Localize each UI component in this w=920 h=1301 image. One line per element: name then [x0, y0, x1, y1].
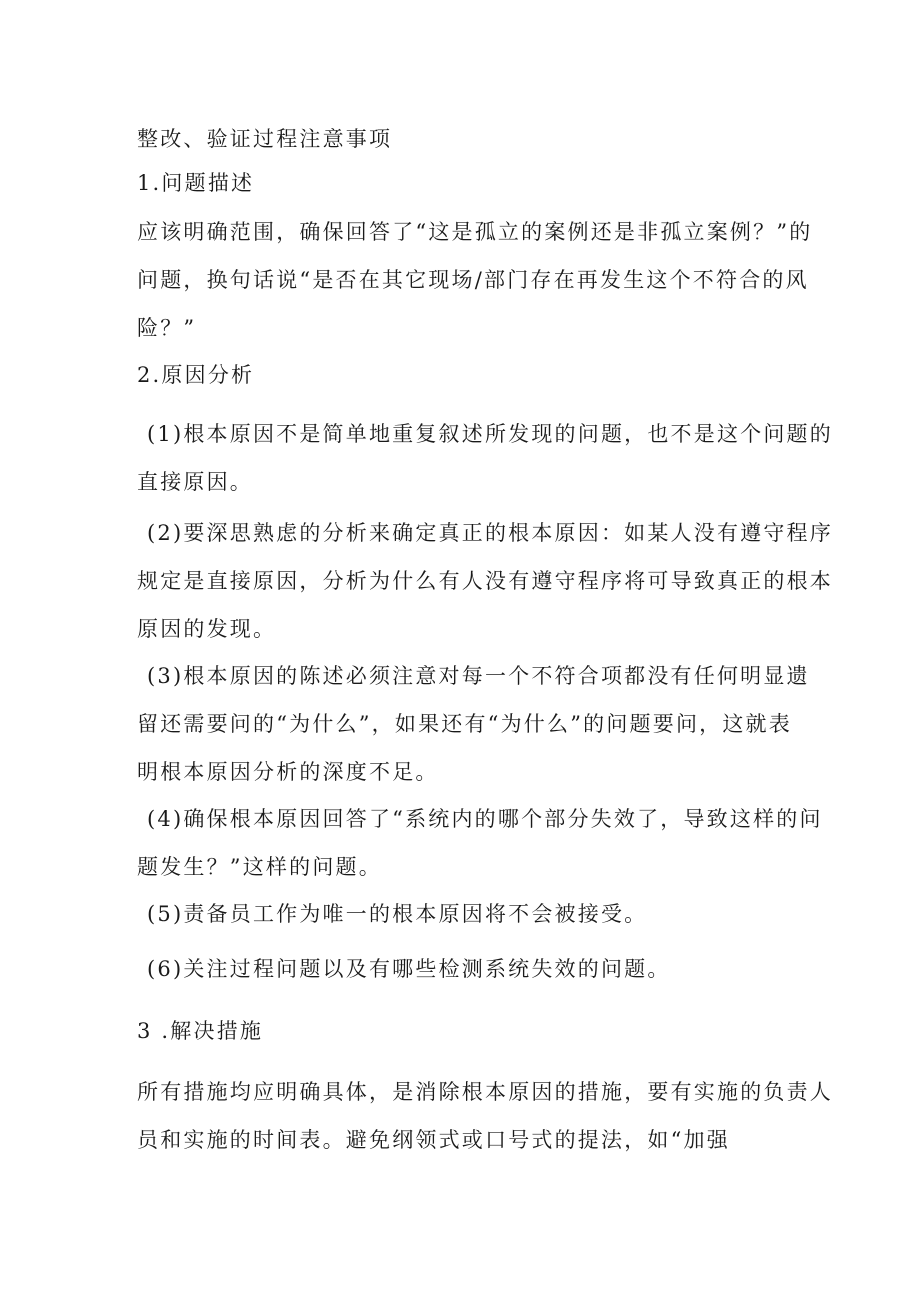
section-heading-text: 2.原因分析 [137, 363, 255, 387]
list-item-line: 题发生？”这样的问题。 [137, 855, 382, 879]
list-item-line: 明根本原因分析的深度不足。 [137, 760, 439, 784]
title-text: 整改、验证过程注意事项 [137, 127, 393, 151]
paragraph-line: 险？” [137, 316, 197, 340]
list-item-4 [137, 795, 823, 891]
list-item-2 [137, 509, 833, 653]
list-item-5 [147, 890, 807, 938]
list-item-line: 规定是直接原因，分析为什么有人没有遵守程序将可导致真正的根本 [137, 569, 833, 593]
section-3-paragraph [137, 1068, 833, 1164]
paragraph-line: 问题，换句话说“是否在其它现场/部门存在再发生这个不符合的风 [137, 268, 809, 292]
list-item-line: (2)要深思熟虑的分析来确定真正的根本原因：如某人没有遵守程序 [147, 521, 833, 545]
section-heading-text: 1.问题描述 [137, 171, 255, 195]
paragraph-line: 员和实施的时间表。避免纲领式或口号式的提法，如“加强 [137, 1128, 730, 1152]
list-item-line: (1)根本原因不是简单地重复叙述所发现的问题，也不是这个问题的 [147, 422, 833, 446]
paragraph-line: 所有措施均应明确具体，是消除根本原因的措施，要有实施的负责人 [137, 1080, 833, 1104]
list-item-6 [147, 945, 807, 993]
section-1-heading [137, 159, 797, 207]
list-item-line: (4)确保根本原因回答了“系统内的哪个部分失效了，导致这样的问 [147, 807, 823, 831]
list-item-1 [137, 410, 833, 506]
list-item-3 [137, 652, 810, 796]
section-3-heading [137, 1007, 797, 1055]
list-item-line: 原因的发现。 [137, 617, 277, 641]
section-2-heading [137, 351, 797, 399]
section-heading-text: 3 .解决措施 [137, 1019, 264, 1043]
list-item-line: (3)根本原因的陈述必须注意对每一个不符合项都没有任何明显遗 [147, 664, 810, 688]
list-item-line: (5)责备员工作为唯一的根本原因将不会被接受。 [147, 902, 648, 926]
list-item-line: 直接原因。 [137, 470, 253, 494]
list-item-line: 留还需要问的“为什么”，如果还有“为什么”的问题要问，这就表 [137, 712, 792, 736]
list-item-line: (6)关注过程问题以及有哪些检测系统失效的问题。 [147, 957, 671, 981]
document-title [137, 115, 797, 163]
section-1-paragraph [137, 208, 813, 352]
paragraph-line: 应该明确范围，确保回答了“这是孤立的案例还是非孤立案例？”的 [137, 220, 813, 244]
